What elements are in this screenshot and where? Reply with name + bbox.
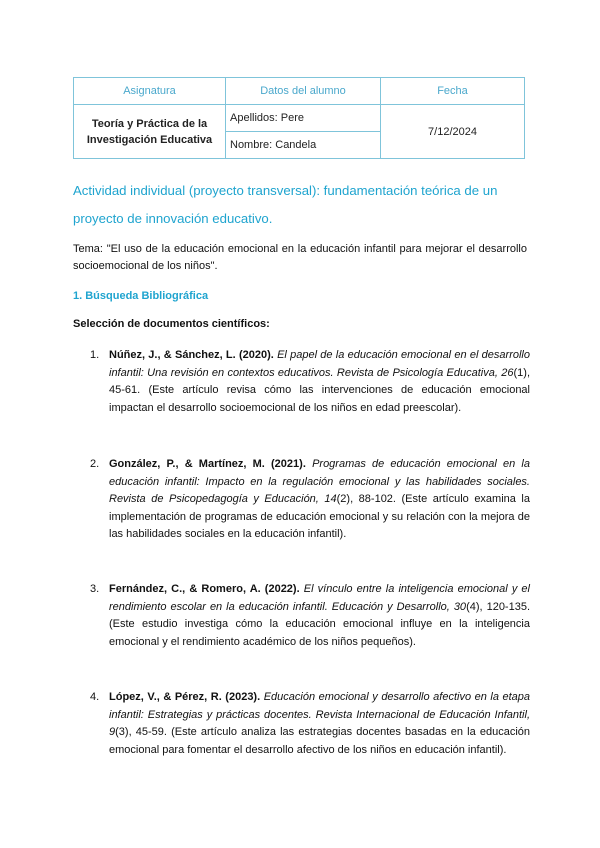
- subject-line-2: Investigación Educativa: [86, 133, 213, 146]
- header-student-col: Datos del alumno: [226, 78, 381, 105]
- document-title: Actividad individual (proyecto transversal): fundamentación teórica de un proyecto de innovación educativo.: [73, 183, 498, 226]
- reference-issue: (3),: [115, 726, 132, 738]
- reference-issue: (2),: [336, 493, 354, 505]
- subject-line-1: Teoría y Práctica de la: [91, 117, 208, 130]
- reference-item: [90, 347, 530, 417]
- tema-paragraph: Tema: "El uso de la educación emocional en la educación infantil para mejorar el desarrollo socioemocional de los niños".: [73, 243, 527, 272]
- reference-issue: (4),: [466, 600, 483, 613]
- reference-note: 120-135. (Este estudio investiga cómo la educación emocional influye en la inteligencia emocional y el rendimiento académico de los niños pequeños).: [109, 600, 531, 648]
- subject-cell: [74, 105, 226, 159]
- reference-issue: (1),: [513, 366, 530, 379]
- reference-number: 1.: [90, 349, 100, 361]
- surname-label: Apellidos:: [230, 112, 278, 124]
- reference-number: 3.: [90, 583, 100, 595]
- reference-note: 45-61. (Este artículo revisa cómo las intervenciones de educación emocional impactan el desarrollo socioemocional de los niños en edad preescolar).: [109, 384, 530, 414]
- header-subject-col: Asignatura: [74, 78, 226, 105]
- reference-authors: Fernández, C., & Romero, A. (2022).: [109, 583, 300, 595]
- reference-note: 88-102. (Este artículo examina la implementación de programas de educación emocional y su relación con la mejora de las habilidades sociales en la educación infantil).: [109, 493, 530, 540]
- reference-title: El vínculo entre la inteligencia emocional y el rendimiento escolar en la educación infantil. Educación y Desarrollo, 30: [109, 583, 530, 613]
- reference-authors: Núñez, J., & Sánchez, L. (2020).: [109, 349, 274, 361]
- header-table: [73, 77, 525, 159]
- reference-number: 4.: [90, 691, 100, 703]
- selection-label: Selección de documentos científicos:: [73, 318, 270, 330]
- reference-authors: López, V., & Pérez, R. (2023).: [109, 691, 261, 703]
- reference-number: 2.: [90, 458, 100, 470]
- name-cell: [226, 132, 381, 159]
- reference-item: [90, 689, 530, 759]
- reference-authors: González, P., & Martínez, M. (2021).: [109, 458, 306, 470]
- surname-cell: [226, 105, 381, 132]
- name-value: Candela: [275, 139, 317, 151]
- reference-title: Programas de educación emocional en la educación infantil: Impacto en la regulación emocional y las habilidades sociales. Revista de Psicopedagogía y Educación, 14: [109, 458, 530, 505]
- surname-value: Pere: [280, 112, 305, 124]
- section-heading: 1. Búsqueda Bibliográfica: [73, 290, 209, 302]
- reference-note: 45-59. (Este artículo analiza las estrategias docentes basadas en la educación emocional para fomentar el desarrollo afectivo de los niños en educación infantil).: [109, 726, 530, 756]
- date-cell: 7/12/2024: [381, 105, 525, 159]
- name-label: Nombre:: [230, 139, 273, 151]
- reference-title: El papel de la educación emocional en el desarrollo infantil: Una revisión en contextos educativos. Revista de Psicología Educativa, 26: [109, 349, 530, 379]
- reference-item: [90, 456, 530, 544]
- header-date-col: Fecha: [381, 78, 525, 105]
- reference-title: Educación emocional y desarrollo afectivo en la etapa infantil: Estrategias y prácticas docentes. Revista Internacional de Educación Infantil, 9: [109, 691, 530, 738]
- reference-item: [90, 581, 530, 651]
